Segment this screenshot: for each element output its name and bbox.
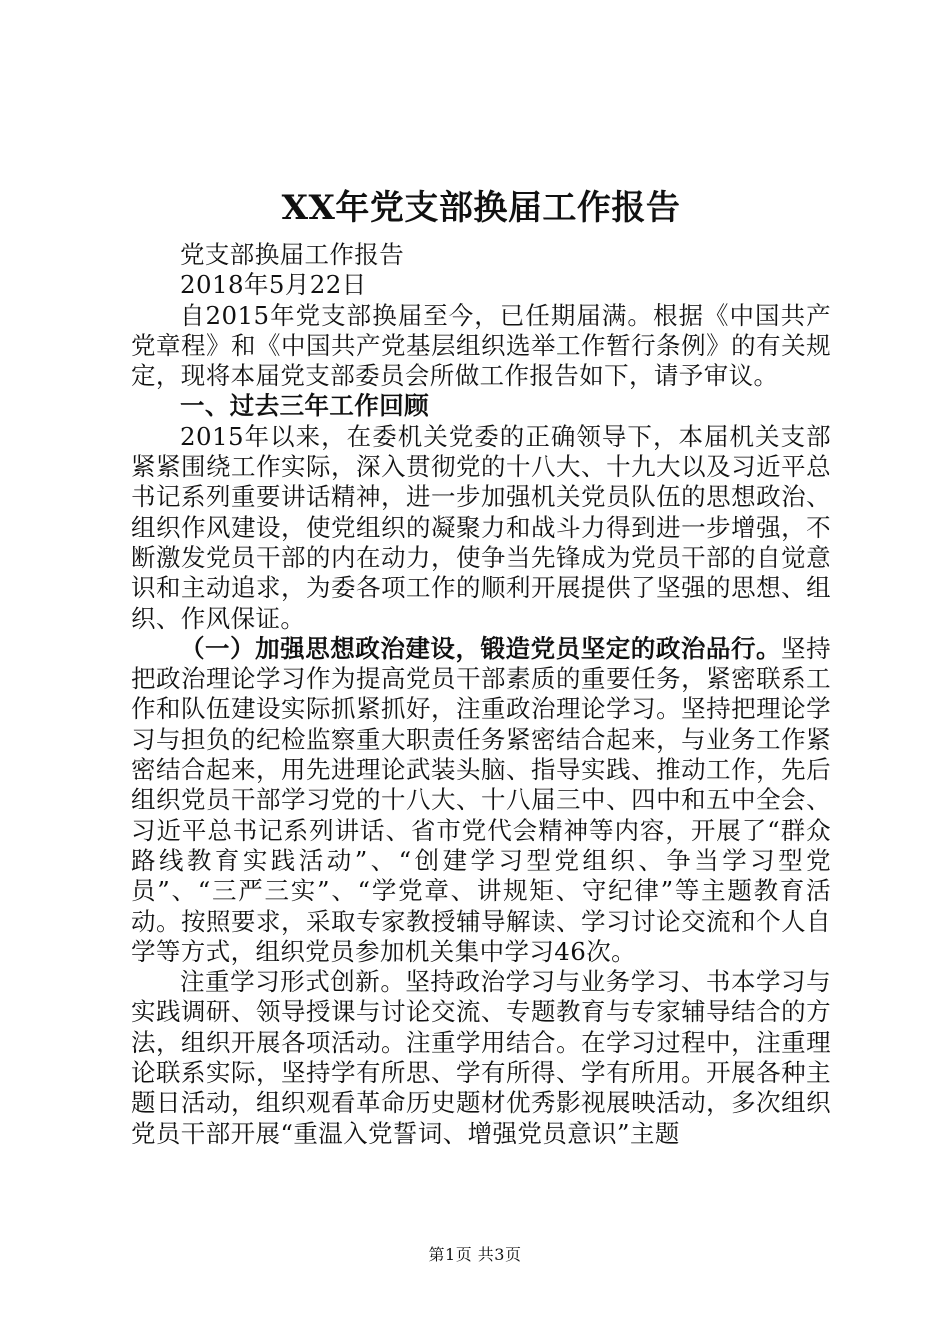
- section-paragraph: 2015年以来，在委机关党委的正确领导下，本届机关支部紧紧围绕工作实际，深入贯彻党的十八大、十九大以及习近平总书记系列重要讲话精神，进一步加强机关党员队伍的思想政治、组织作风建设，使党组织的凝聚力和战斗力得到进一步增强，不断激发党员干部的内在动力，使争当先锋成为党员干部的自觉意识和主动追求，为委各项工作的顺利开展提供了坚强的思想、组织、作风保证。: [131, 421, 831, 633]
- document-date: 2018年5月22日: [180, 270, 367, 300]
- document-subtitle: 党支部换届工作报告: [180, 240, 405, 269]
- document-title: XX年党支部换届工作报告: [281, 188, 681, 228]
- subsection-heading: （一）加强思想政治建设，锻造党员坚定的政治品行。: [180, 633, 782, 663]
- page-footer: 第1页 共3页: [428, 1245, 522, 1264]
- subsection-paragraph: [131, 634, 831, 967]
- intro-paragraph: 自2015年党支部换届至今，已任期届满。根据《中国共产党章程》和《中国共产党基层组织选举工作暂行条例》的有关规定，现将本届党支部委员会所做工作报告如下，请予审议。: [131, 300, 831, 391]
- section-heading: 一、过去三年工作回顾: [180, 391, 429, 421]
- innovation-paragraph: 注重学习形式创新。坚持政治学习与业务学习、书本学习与实践调研、领导授课与讨论交流、专题教育与专家辅导结合的方法，组织开展各项活动。注重学用结合。在学习过程中，注重理论联系实际，坚持学有所思、学有所得、学有所用。开展各种主题日活动，组织观看革命历史题材优秀影视展映活动，多次组织党员干部开展“重温入党誓词、增强党员意识”主题: [131, 967, 831, 1148]
- subsection-text: 坚持把政治理论学习作为提高党员干部素质的重要任务，紧密联系工作和队伍建设实际抓紧抓好，注重政治理论学习。坚持把理论学习与担负的纪检监察重大职责任务紧密结合起来，与业务工作紧密结合起来，用先进理论武装头脑、指导实践、推动工作，先后组织党员干部学习党的十八大、十八届三中、四中和五中全会、习近平总书记系列讲话、省市党代会精神等内容，开展了“群众路线教育实践活动”、“创建学习型党组织、争当学习型党员”、“三严三实”、“学党章、讲规矩、守纪律”等主题教育活动。按照要求，采取专家教授辅导解读、学习讨论交流和个人自学等方式，组织党员参加机关集中学习46次。: [131, 633, 831, 966]
- document-body: [131, 178, 831, 1149]
